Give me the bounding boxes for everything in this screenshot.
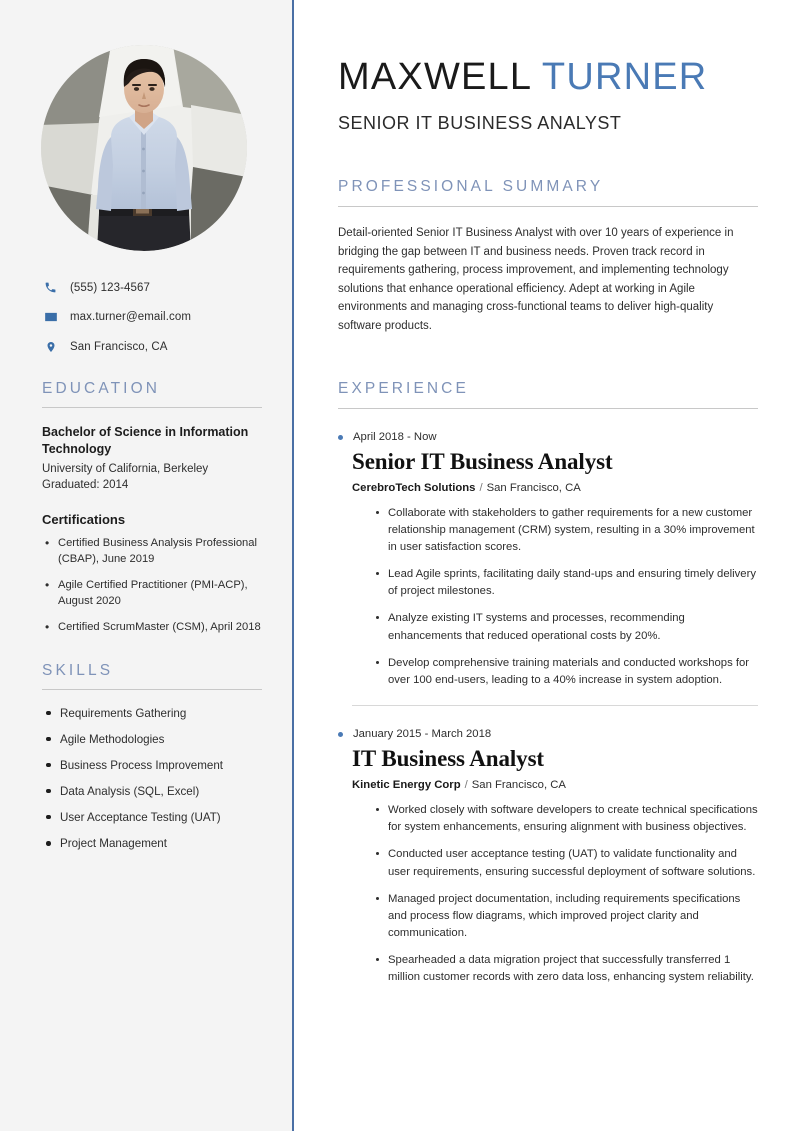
contact-list	[42, 281, 262, 354]
list-item: Managed project documentation, including requirements specifications and process flow diagrams, which improved project clarity and communication.	[374, 891, 758, 942]
first-name: MAXWELL	[338, 56, 531, 98]
list-item: • Certified ScrumMaster (CSM), April 2018	[42, 620, 262, 636]
contact-location[interactable]	[42, 340, 262, 354]
experience-company: CerebroTech Solutions	[352, 481, 476, 494]
location-text: San Francisco, CA	[70, 341, 168, 353]
list-item: Agile Methodologies	[42, 732, 262, 747]
page-title	[338, 58, 758, 98]
list-item: • Certified Business Analysis Professional (CBAP), June 2019	[42, 536, 262, 568]
email-text: max.turner@email.com	[70, 311, 192, 323]
contact-email[interactable]	[42, 310, 262, 324]
summary-text: Detail-oriented Senior IT Business Analyst with over 10 years of experience in bridging the gap between IT and business needs. Proven track record in requirements gathering, process improvement, and implementing technology solutions that enhance operational efficiency. Adept at working in Agile environments and managing cross-functional teams to deliver high-quality software products.	[338, 226, 734, 333]
main-content	[294, 0, 800, 1131]
company-location-separator: /	[464, 779, 468, 792]
list-item: User Acceptance Testing (UAT)	[42, 810, 262, 825]
envelope-icon	[42, 310, 59, 324]
list-item: • Agile Certified Practitioner (PMI-ACP), August 2020	[42, 578, 262, 610]
list-item: Analyze existing IT systems and processes, recommending enhancements that reduced operational costs by 20%.	[374, 610, 758, 644]
education-heading: EDUCATION	[42, 380, 161, 397]
experience-job-title: Senior IT Business Analyst	[352, 448, 613, 474]
list-item: Collaborate with stakeholders to gather requirements for a new customer relationship management (CRM) system, resulting in a 30% improvement in user satisfaction scores.	[374, 505, 758, 556]
list-item: Spearheaded a data migration project that successfully transferred 1 million customer records with zero data loss, enhancing system reliability.	[374, 952, 758, 986]
phone-text: (555) 123-4567	[70, 281, 151, 294]
skills-divider	[42, 689, 262, 690]
experience-heading: EXPERIENCE	[338, 379, 469, 397]
company-location-separator: /	[479, 481, 483, 494]
skills-heading: SKILLS	[42, 661, 114, 679]
experience-company: Kinetic Energy Corp	[352, 779, 461, 792]
experience-job-title: IT Business Analyst	[352, 746, 544, 772]
experience-bullets	[374, 505, 758, 689]
map-pin-icon	[42, 340, 59, 354]
skills-list	[42, 706, 262, 851]
experience-location: San Francisco, CA	[471, 779, 566, 792]
education-school: University of California, Berkeley	[42, 463, 209, 475]
list-item: Requirements Gathering	[42, 706, 262, 721]
job-title-subtitle: SENIOR IT BUSINESS ANALYST	[338, 112, 622, 133]
experience-entry	[338, 728, 758, 986]
profile-photo	[41, 45, 247, 251]
experience-location: San Francisco, CA	[486, 481, 581, 494]
experience-divider	[338, 408, 758, 409]
experience-date: April 2018 - Now	[338, 431, 758, 443]
education-divider	[42, 407, 262, 408]
certifications-title: Certifications	[42, 512, 126, 528]
list-item: Data Analysis (SQL, Excel)	[42, 784, 262, 799]
list-item: Worked closely with software developers to create technical specifications for system enhancements, ensuring alignment with business objectives.	[374, 802, 758, 836]
education-graduation-year: Graduated: 2014	[42, 479, 129, 492]
experience-company-line	[352, 779, 758, 791]
experience-entry-separator	[352, 705, 758, 706]
list-item: Project Management	[42, 836, 262, 851]
education-degree: Bachelor of Science in Information Technology	[42, 425, 249, 456]
list-item: Conducted user acceptance testing (UAT) to validate functionality and user requirements, ensuring successful deployment of software solutions.	[374, 846, 758, 880]
certifications-list	[42, 536, 262, 636]
phone-icon	[42, 281, 59, 294]
summary-divider	[338, 206, 758, 207]
summary-heading: PROFESSIONAL SUMMARY	[338, 177, 604, 195]
profile-photo-image	[41, 45, 247, 251]
sidebar	[0, 0, 294, 1131]
experience-company-line	[352, 482, 758, 494]
contact-phone[interactable]	[42, 281, 262, 294]
list-item: Lead Agile sprints, facilitating daily stand-ups and ensuring timely delivery of project milestones.	[374, 566, 758, 600]
list-item: Develop comprehensive training materials and conducted workshops for over 100 end-users, leading to a 40% increase in system adoption.	[374, 655, 758, 689]
list-item: Business Process Improvement	[42, 758, 262, 773]
last-name: TURNER	[541, 56, 708, 98]
experience-bullets	[374, 802, 758, 986]
experience-entry	[338, 431, 758, 689]
experience-date: January 2015 - March 2018	[338, 728, 758, 740]
